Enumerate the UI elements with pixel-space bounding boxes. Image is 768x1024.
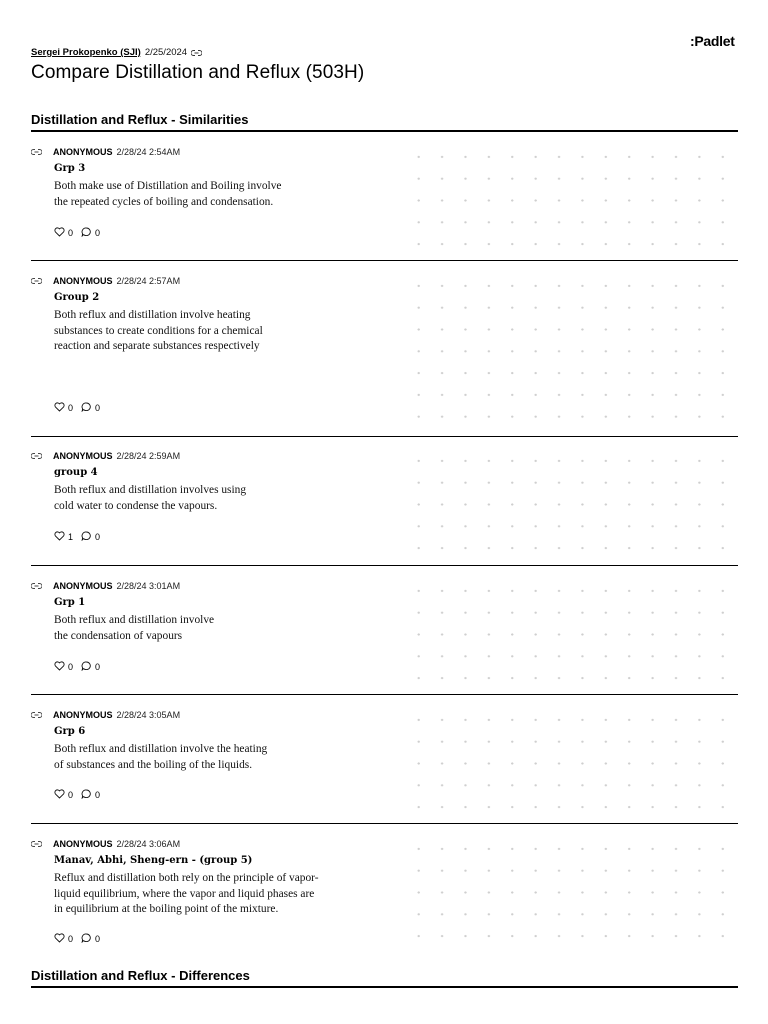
post-timestamp: 2/28/24 2:54AM (116, 147, 181, 157)
post-reactions (54, 933, 105, 945)
post-body-line: of substances and the boiling of the liquids. (54, 758, 253, 771)
section-title-differences: Distillation and Reflux - Differences (31, 968, 738, 988)
dot-grid-background (407, 276, 737, 436)
post-title: Group 2 (54, 292, 100, 303)
comment-icon[interactable] (81, 402, 92, 414)
post-body-line: in equilibrium at the boiling point of the mixture. (54, 903, 279, 915)
post-title: Grp 3 (54, 163, 86, 174)
comment-count: 0 (95, 790, 101, 800)
post-reactions (54, 531, 105, 543)
post-card (31, 839, 738, 956)
link-icon[interactable] (31, 840, 42, 848)
post-title: group 4 (54, 467, 98, 478)
comment-icon[interactable] (81, 933, 92, 945)
post-meta (31, 147, 180, 157)
post-meta (31, 276, 180, 286)
comment-icon[interactable] (81, 227, 92, 239)
post-timestamp: 2/28/24 3:05AM (116, 710, 181, 720)
post-card (31, 451, 738, 566)
post-card (31, 581, 738, 695)
post-meta (31, 710, 180, 720)
section-title-similarities: Distillation and Reflux - Similarities (31, 112, 738, 132)
like-count: 0 (68, 790, 74, 800)
post-reactions (54, 789, 105, 801)
comment-icon[interactable] (81, 531, 92, 543)
post-body-line: Both reflux and distillation involve heating (54, 309, 251, 321)
heart-icon[interactable] (54, 402, 65, 414)
post-body-line: Both reflux and distillation involve (54, 614, 215, 626)
post-author: ANONYMOUS (53, 276, 113, 286)
heart-icon[interactable] (54, 227, 65, 239)
post-title: Grp 6 (54, 726, 86, 737)
post-author: ANONYMOUS (53, 581, 113, 591)
post-body-line: Both reflux and distillation involve the heating (54, 743, 268, 755)
header-date: 2/25/2024 (144, 47, 188, 58)
like-count: 0 (68, 228, 74, 238)
heart-icon[interactable] (54, 661, 65, 673)
post-reactions (54, 661, 105, 673)
post-meta (31, 839, 180, 849)
heart-icon[interactable] (54, 789, 65, 801)
post-author: ANONYMOUS (53, 839, 113, 849)
post-body-line: Reflux and distillation both rely on the principle of vapor- (54, 872, 319, 884)
post-body-line: liquid equilibrium, where the vapor and liquid phases are (54, 887, 315, 900)
post-card (31, 147, 738, 261)
comment-count: 0 (95, 403, 101, 413)
post-timestamp: 2/28/24 2:57AM (116, 276, 181, 286)
post-body-line: the condensation of vapours (54, 629, 183, 642)
like-count: 1 (68, 532, 74, 542)
dot-grid-background (407, 710, 737, 823)
link-icon[interactable] (31, 711, 42, 719)
like-count: 0 (68, 403, 74, 413)
like-count: 0 (68, 662, 74, 672)
post-reactions (54, 227, 105, 239)
post-title: Grp 1 (54, 597, 86, 608)
post-author: ANONYMOUS (53, 451, 113, 461)
dot-grid-background (407, 451, 737, 565)
post-meta (31, 581, 180, 591)
comment-count: 0 (95, 662, 101, 672)
comment-count: 0 (95, 228, 101, 238)
post-body (54, 483, 384, 514)
dot-grid-background (407, 581, 737, 694)
post-body-line: substances to create conditions for a chemical (54, 324, 263, 337)
link-icon[interactable] (191, 49, 202, 57)
page-title: Compare Distillation and Reflux (503H) (31, 62, 365, 83)
padlet-logo[interactable]: :Padlet (690, 33, 735, 49)
post-body (54, 179, 384, 210)
post-author: ANONYMOUS (53, 710, 113, 720)
link-icon[interactable] (31, 582, 42, 590)
post-timestamp: 2/28/24 3:06AM (116, 839, 181, 849)
like-count: 0 (68, 934, 74, 944)
heart-icon[interactable] (54, 531, 65, 543)
post-body (54, 871, 384, 918)
author-link[interactable]: Sergei Prokopenko (SJI) (31, 47, 141, 58)
dot-grid-background (407, 839, 737, 956)
comment-count: 0 (95, 934, 101, 944)
post-body (54, 613, 384, 644)
post-body (54, 742, 384, 773)
comment-icon[interactable] (81, 661, 92, 673)
post-body-line: cold water to condense the vapours. (54, 499, 218, 512)
heart-icon[interactable] (54, 933, 65, 945)
link-icon[interactable] (31, 277, 42, 285)
comment-icon[interactable] (81, 789, 92, 801)
header-meta (31, 47, 202, 58)
post-body (54, 308, 384, 355)
post-body-line: reaction and separate substances respectively (54, 340, 260, 352)
post-author: ANONYMOUS (53, 147, 113, 157)
post-timestamp: 2/28/24 2:59AM (116, 451, 181, 461)
link-icon[interactable] (31, 148, 42, 156)
post-reactions (54, 402, 105, 414)
post-card (31, 276, 738, 437)
link-icon[interactable] (31, 452, 42, 460)
post-body-line: Both make use of Distillation and Boiling involve (54, 180, 282, 192)
post-body-line: the repeated cycles of boiling and condensation. (54, 195, 274, 208)
post-meta (31, 451, 180, 461)
comment-count: 0 (95, 532, 101, 542)
post-card (31, 710, 738, 824)
post-title: Manav, Abhi, Sheng-ern - (group 5) (54, 855, 253, 866)
dot-grid-background (407, 147, 737, 260)
post-timestamp: 2/28/24 3:01AM (116, 581, 181, 591)
post-body-line: Both reflux and distillation involves using (54, 484, 247, 496)
